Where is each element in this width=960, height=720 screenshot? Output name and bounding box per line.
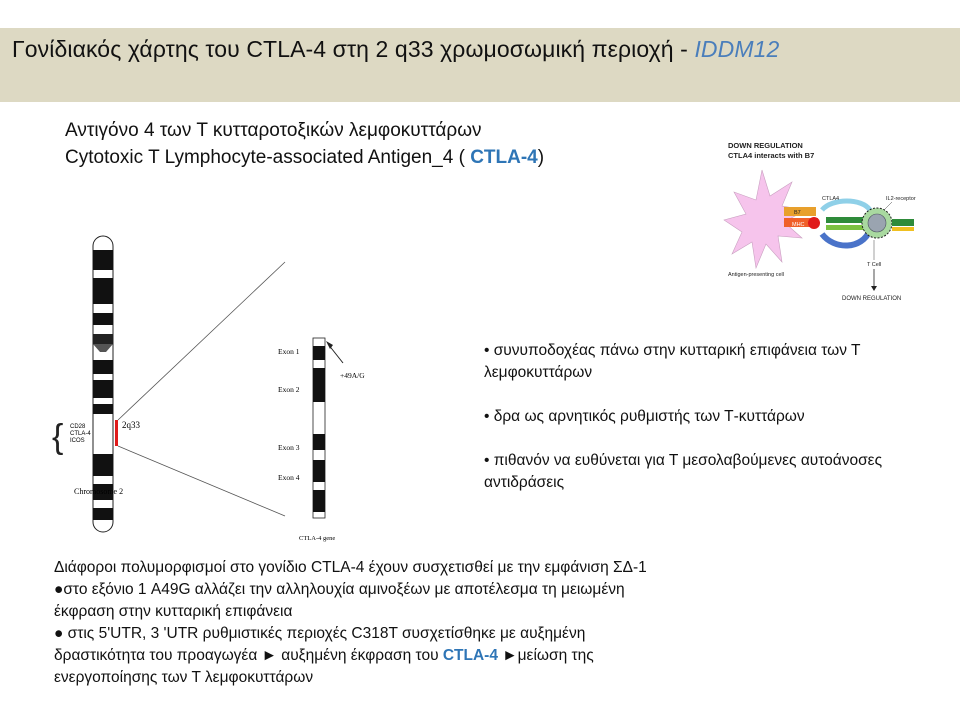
gene-label-ctla4: CTLA-4 bbox=[70, 431, 91, 437]
subtitle-line2-suffix: ) bbox=[537, 147, 545, 168]
subtitle-accent: CTLA-4 bbox=[470, 147, 538, 168]
chromosome-figure bbox=[30, 228, 370, 548]
subtitle-line1: Αντιγόνο 4 των Τ κυτταροτοξικών λεμφοκυττάρων bbox=[65, 120, 482, 141]
il2-label: IL2-receptor bbox=[886, 196, 916, 202]
bullet-list bbox=[484, 340, 954, 516]
slide-title bbox=[12, 36, 779, 63]
locus-marker bbox=[115, 420, 118, 446]
bullet-item: • δρα ως αρνητικός ρυθμιστής των Τ-κυττάρων bbox=[484, 408, 805, 425]
notes-line-4: ● στις 5'UTR, 3 'UTR ρυθμιστικές περιοχές C318T συσχετίσθηκε με αυξημένη bbox=[54, 625, 586, 642]
notes-line-2: ●στο εξόνιο 1 A49G αλλάζει την αλληλουχία αμινοξέων με αποτέλεσμα τη μειωμένη bbox=[54, 581, 625, 598]
diagram-heading-1: DOWN REGULATION bbox=[728, 141, 803, 150]
exon-3-label: Exon 3 bbox=[278, 443, 300, 452]
notes-line-1: Διάφοροι πολυμορφισμοί στο γονίδιο CTLA-4 έχουν συσχετισθεί με την εμφάνιση ΣΔ-1 bbox=[54, 559, 647, 576]
ctla4-gene-bar bbox=[313, 338, 325, 518]
exon-1-label: Exon 1 bbox=[278, 347, 300, 356]
tcell-label: T Cell bbox=[867, 262, 882, 268]
exon-4-label: Exon 4 bbox=[278, 473, 300, 482]
title-main: Γονίδιακός χάρτης του CTLA-4 στη 2 q33 χρωμοσωμική περιοχή - bbox=[12, 36, 695, 62]
notes-line-6: ενεργοποίησης των Τ λεμφοκυττάρων bbox=[54, 669, 314, 686]
title-accent: IDDM12 bbox=[694, 36, 780, 62]
notes-line-5 bbox=[54, 645, 954, 667]
tcell-membrane bbox=[822, 230, 870, 246]
subtitle bbox=[65, 117, 544, 171]
diagram-heading-2: CTLA4 interacts with B7 bbox=[728, 151, 815, 160]
b7-label: B7 bbox=[794, 210, 801, 216]
bullet-item: • συνυποδοχέας πάνω στην κυτταρική επιφάνεια των Τ λεμφοκυττάρων bbox=[484, 342, 861, 381]
bullet-item: • πιθανόν να ευθύνεται για Τ μεσολαβούμενες αυτοάνοσες αντιδράσεις bbox=[484, 452, 883, 491]
exon-2-label: Exon 2 bbox=[278, 385, 300, 394]
band-label: 2q33 bbox=[122, 420, 140, 430]
notes-line-5-text: δραστικότητα του προαγωγέα ► αυξημένη έκφραση του bbox=[54, 647, 443, 664]
notes-line-3: έκφραση στην κυτταρική επιφάνεια bbox=[54, 603, 293, 620]
apc-label: Antigen-presenting cell bbox=[728, 272, 784, 278]
gene-label-cd28: CD28 bbox=[70, 424, 86, 430]
diagram-footer: DOWN REGULATION bbox=[842, 296, 902, 302]
regulation-diagram bbox=[722, 138, 922, 308]
gene-label-icos: ICOS bbox=[70, 438, 85, 444]
variant-label: +49A/G bbox=[340, 371, 365, 380]
ctla4-label: CTLA4 bbox=[822, 196, 840, 202]
mhc-label: MHC bbox=[792, 222, 805, 228]
chromosome-caption: Chromosome 2 bbox=[74, 487, 124, 496]
notes-accent: CTLA-4 bbox=[442, 647, 498, 664]
ctla4-molecule bbox=[822, 201, 870, 210]
polymorphism-notes bbox=[54, 557, 954, 689]
subtitle-line2-prefix: Cytotoxic T Lymphocyte-associated Antigen_4 ( bbox=[65, 147, 471, 168]
gene-brace: { bbox=[52, 418, 64, 456]
subtitle-line2 bbox=[65, 144, 544, 171]
gene-caption: CTLA-4 gene bbox=[299, 535, 336, 542]
notes-line-5-suffix: ►μείωση της bbox=[497, 647, 594, 664]
